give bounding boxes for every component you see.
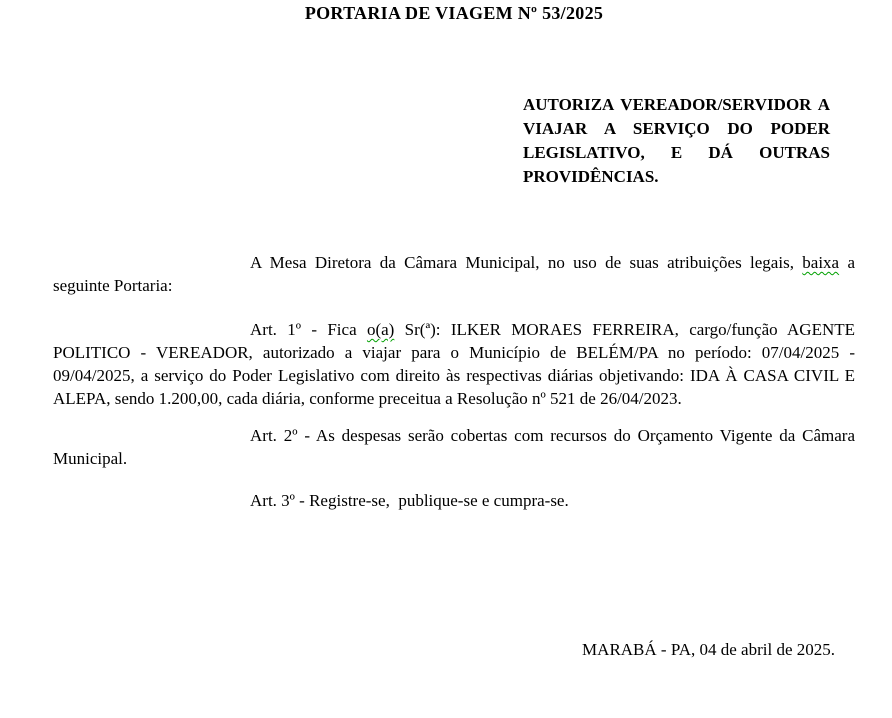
article-1-run1: Art. 1º - Fica (250, 320, 367, 339)
article-1-paragraph (53, 318, 855, 410)
summary-clause: AUTORIZA VEREADOR/SERVIDOR A VIAJAR A SERVIÇO DO PODER LEGISLATIVO, E DÁ OUTRAS PROVIDÊNCIAS. (523, 95, 830, 186)
dateline: MARABÁ - PA, 04 de abril de 2025. (582, 640, 835, 659)
document-title: PORTARIA DE VIAGEM Nº 53/2025 (304, 3, 604, 23)
grammar-flagged-word-oa: o(a) (366, 320, 395, 339)
preamble-run2: a seguinte Portaria: (53, 253, 855, 295)
article-1-run2: Sr(ª): ILKER MORAES FERREIRA, cargo/função AGENTE POLITICO - VEREADOR, autorizado a viajar para o Município de BELÉM/PA no período: 07/04/2025 - 09/04/2025, a serviço do Poder Legislativo com direito às respectivas diárias objetivando: IDA À CASA CIVIL E ALEPA, sendo 1.200,00, cada diária, conforme preceitua a Resolução nº 521 de 26/04/2023. (53, 320, 855, 408)
article-2-paragraph: Art. 2º - As despesas serão cobertas com recursos do Orçamento Vigente da Câmara Municipal. (53, 426, 855, 468)
preamble-run1: A Mesa Diretora da Câmara Municipal, no uso de suas atribuições legais, (250, 253, 803, 272)
preamble-paragraph (53, 251, 855, 297)
grammar-flagged-word-baixa: baixa (802, 253, 840, 272)
article-3-paragraph: Art. 3º - Registre-se, publique-se e cumpra-se. (250, 491, 569, 510)
